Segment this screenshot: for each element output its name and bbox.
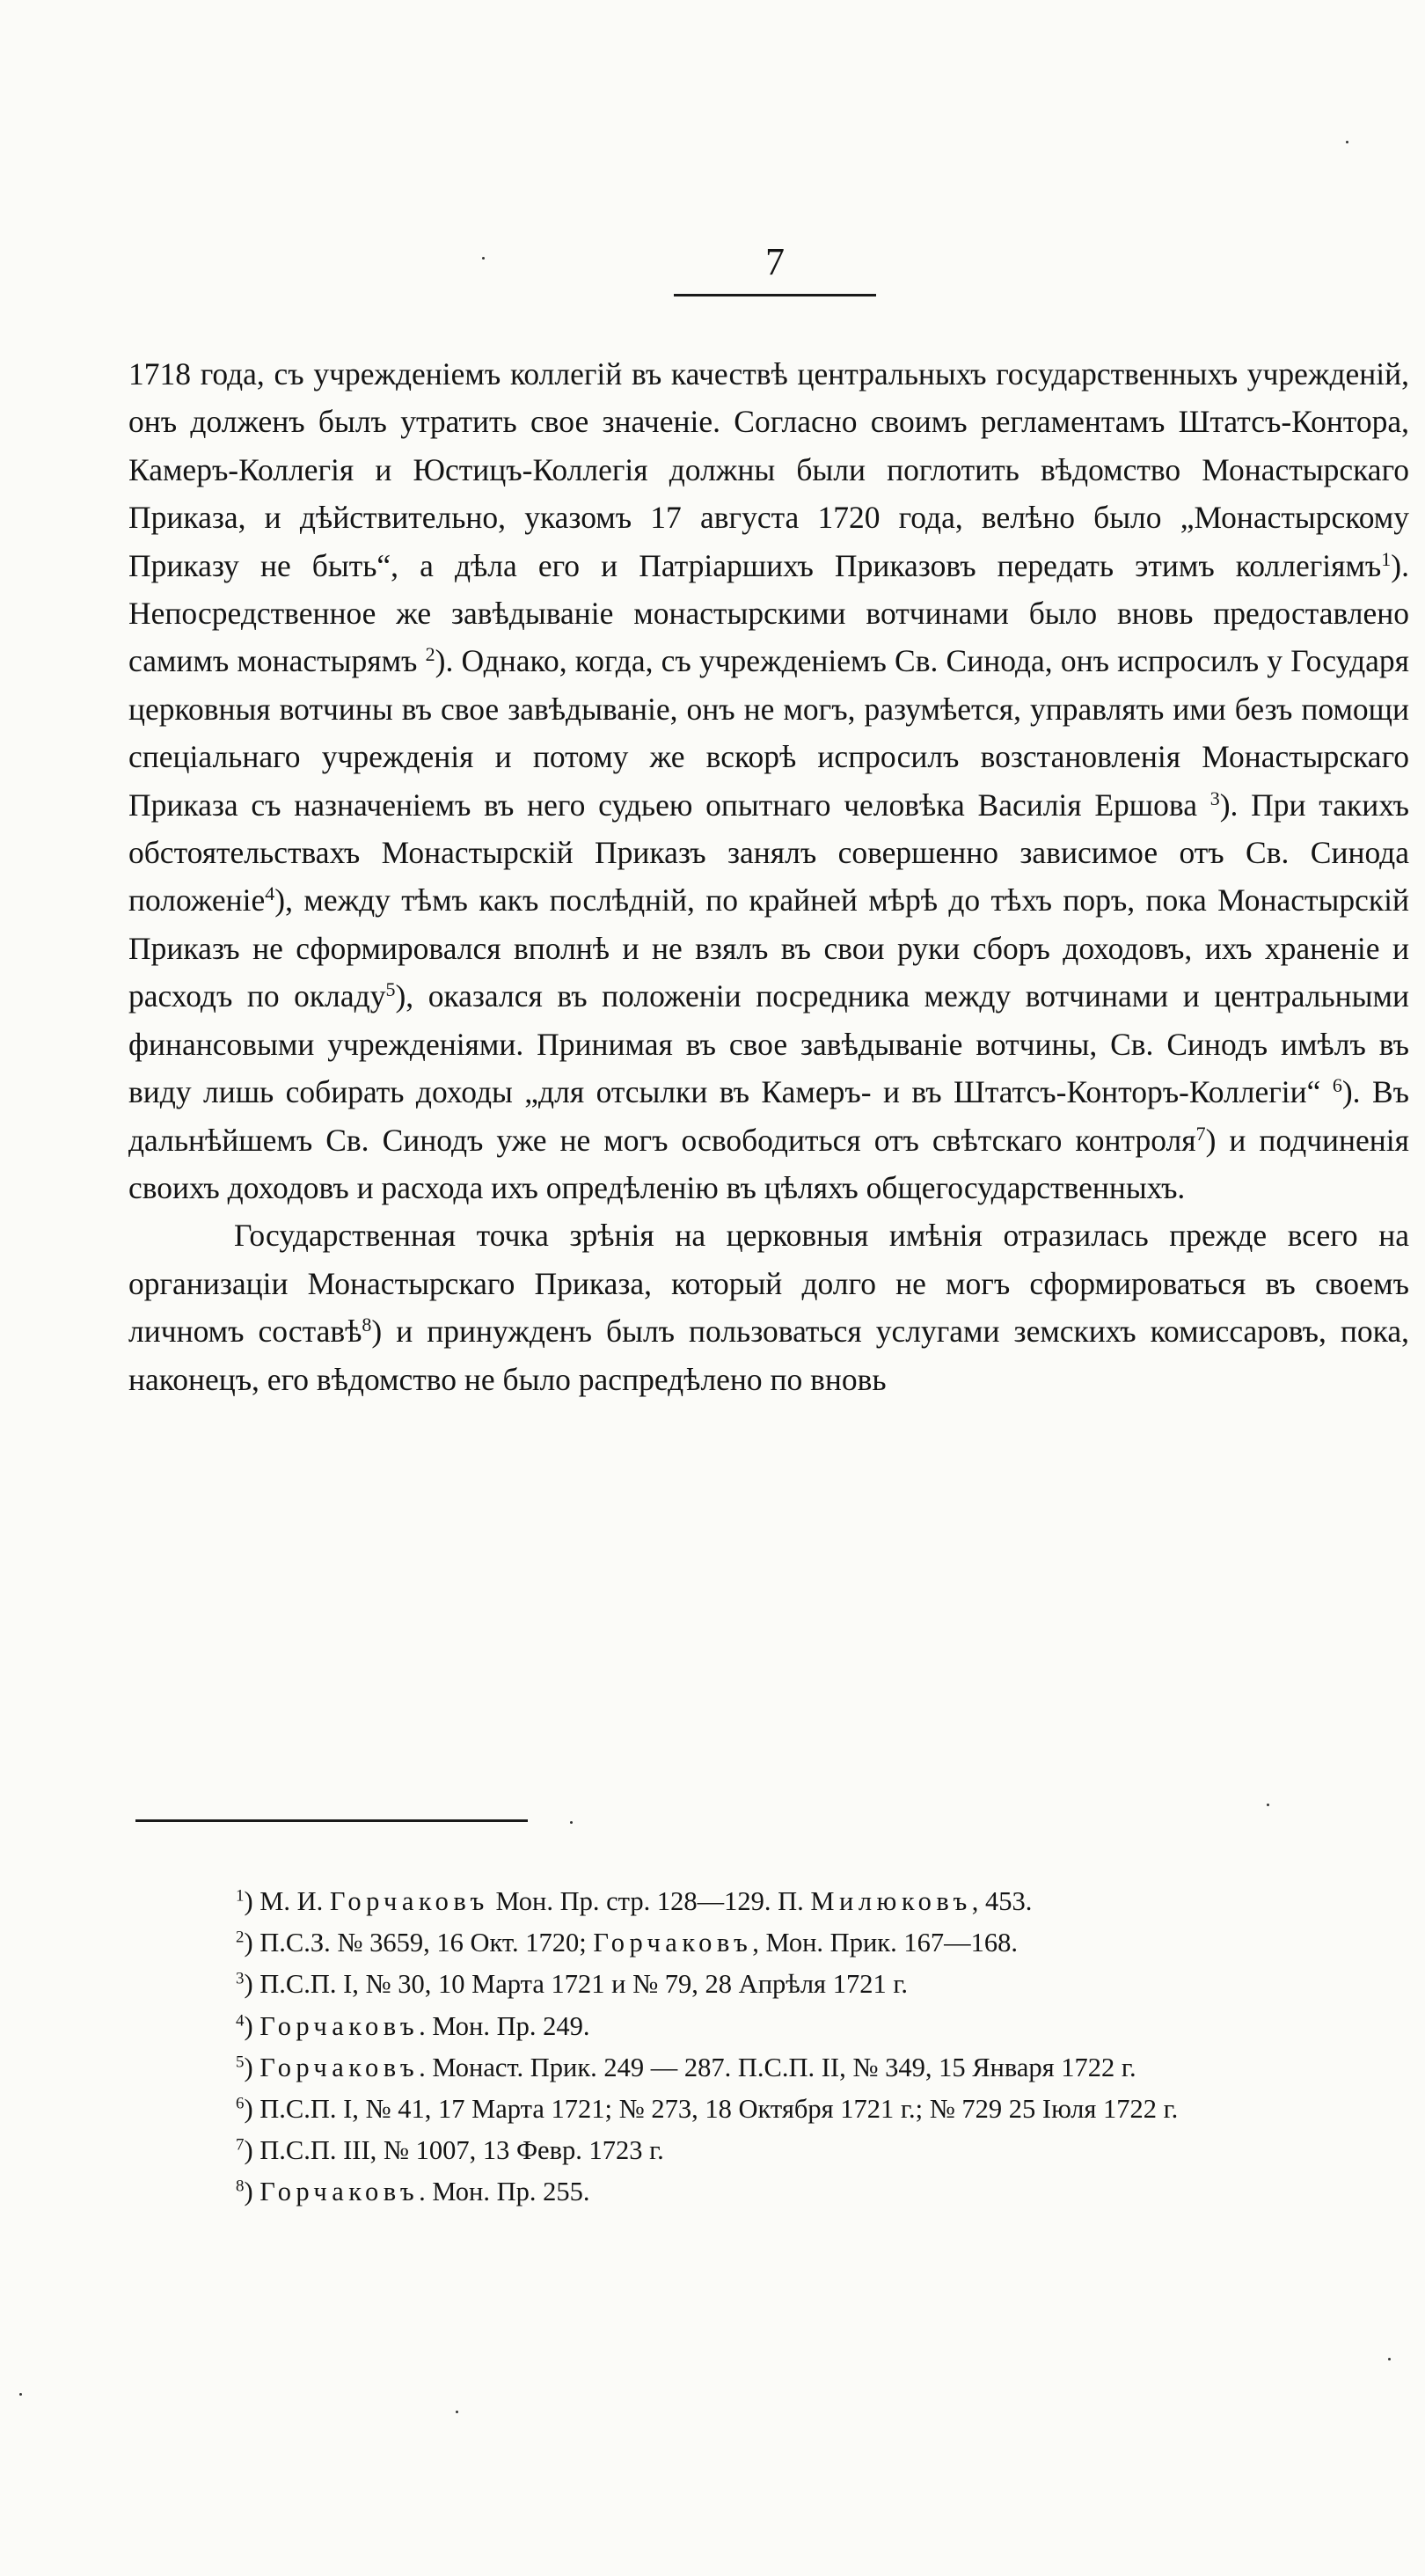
author-name: Горчаковъ	[259, 2177, 420, 2207]
footnote-marker: 6	[1332, 1074, 1342, 1096]
author-name: Горчаковъ	[259, 2010, 420, 2041]
print-speck	[1346, 141, 1348, 143]
footnote-marker: 7	[236, 2135, 245, 2155]
footnote-marker: 2	[236, 1928, 245, 1947]
print-speck	[456, 2411, 458, 2413]
author-name: Горчаковъ	[259, 2052, 420, 2082]
print-speck	[570, 1821, 573, 1824]
footnote-marker: 3	[236, 1970, 245, 1989]
footnote	[130, 2171, 1411, 2213]
text-run: )	[244, 2052, 260, 2082]
text-run: . Мон. Пр. 255.	[419, 2177, 590, 2207]
text-run: )	[244, 2177, 260, 2207]
author-name: Милюковъ	[810, 1886, 972, 1916]
page-number: 7	[765, 240, 785, 283]
author-name: Горчаковъ	[593, 1928, 753, 1958]
footnotes	[130, 1881, 1411, 2214]
paragraph	[128, 350, 1409, 1211]
text-run: . Монаст. Прик. 249 — 287. П.С.П. II, № 349, 15 Января 1722 г.	[419, 2052, 1136, 2082]
footnote-marker: 1	[236, 1886, 245, 1906]
footnote-marker: 5	[236, 2053, 245, 2072]
text-run: ) П.С.П. III, № 1007, 13 Февр. 1723 г.	[244, 2135, 664, 2166]
print-speck	[1388, 2358, 1391, 2360]
footnote	[130, 1922, 1411, 1964]
footnote-marker: 2	[425, 643, 435, 666]
paragraph	[128, 1211, 1409, 1403]
text-run: ) П.С.П. I, № 30, 10 Марта 1721 и № 79, 28 Апрѣля 1721 г.	[244, 1969, 909, 2000]
footnote	[130, 2130, 1411, 2171]
footnote-marker: 8	[362, 1314, 372, 1336]
footnote-marker: 5	[385, 978, 396, 1001]
text-run: 1718 года, съ учрежденіемъ коллегій въ качествѣ центральныхъ государственныхъ учрежденій, онъ долженъ былъ утратить свое значеніе. Согласно своимъ регламентамъ Штатсъ-Контора, Камеръ-Коллегія и Юстицъ-Коллегія должны были поглотить вѣдомство Монастырскаго Приказа, и дѣйствительно, указомъ 17 августа 1720 года, велѣно было „Монастырскому Приказу не быть“, а дѣла его и Патріаршихъ Приказовъ передать этимъ коллегіямъ	[128, 356, 1409, 583]
footnote-marker: 4	[265, 882, 275, 905]
footnote	[130, 1964, 1411, 2005]
text-run: . Мон. Пр. 249.	[419, 2010, 590, 2041]
text-run: )	[244, 2010, 260, 2041]
text-run: Мон. Пр. стр. 128—129. П.	[488, 1886, 811, 1916]
footnote-rule	[135, 1819, 528, 1822]
text-run: ). Въ дальнѣйшемъ Св. Синодъ уже не могъ освободиться отъ свѣтскаго контроля	[128, 1074, 1409, 1158]
text-run: ) П.С.П. I, № 41, 17 Марта 1721; № 273, 18 Октября 1721 г.; № 729 25 Іюля 1722 г.	[244, 2094, 1179, 2125]
text-run: ). При такихъ обстоятельствахъ Монастырскій Приказъ занялъ совершенно зависимое отъ Св. Синода положеніе	[128, 787, 1409, 918]
text-run: ). Однако, когда, съ учрежденіемъ Св. Синода, онъ испросилъ у Государя церковныя вотчины въ свое завѣдываніе, онъ не могъ, разумѣется, управлять ими безъ помощи спеціальнаго учрежденія и потому же вскорѣ испросилъ возстановленія Монастырскаго Приказа съ назначеніемъ въ него судьею опытнаго человѣка Василія Ершова	[128, 643, 1409, 823]
print-speck	[1267, 1804, 1269, 1806]
footnote	[130, 1881, 1411, 1922]
footnote	[130, 2047, 1411, 2089]
text-run: ) и подчиненія своихъ доходовъ и расхода ихъ опредѣленію въ цѣляхъ общегосударственныхъ.	[128, 1122, 1410, 1205]
footnote	[130, 2089, 1411, 2130]
text-run: ), между тѣмъ какъ послѣдній, по крайней мѣрѣ до тѣхъ поръ, пока Монастырскій Приказъ не сформировался вполнѣ и не взялъ въ свои руки сборъ доходовъ, ихъ храненіе и расходъ по окладу	[128, 882, 1409, 1014]
text-run: , 453.	[971, 1886, 1033, 1916]
body-text	[128, 350, 1409, 1403]
footnote-marker: 8	[236, 2177, 245, 2197]
header-rule	[674, 294, 876, 296]
text-run: ). Непосредственное же завѣдываніе монастырскими вотчинами было вновь предоставлено самимъ монастырямъ	[128, 547, 1409, 679]
print-speck	[482, 257, 485, 260]
author-name: Горчаковъ	[329, 1886, 489, 1916]
footnote-marker: 7	[1195, 1122, 1206, 1145]
footnote-marker: 6	[236, 2094, 245, 2113]
text-run: Государственная точка зрѣнія на церковныя имѣнія отразилась прежде всего на организаціи Монастырскаго Приказа, который долго не могъ сформироваться въ своемъ личномъ составѣ	[128, 1218, 1409, 1350]
footnote-marker: 4	[236, 2011, 245, 2031]
print-speck	[19, 2393, 22, 2396]
text-run: ) М. И.	[244, 1886, 330, 1916]
text-run: ), оказался въ положеніи посредника между вотчинами и центральными финансовыми учрежденіями. Принимая въ свое завѣдываніе вотчины, Св. Синодъ имѣлъ въ виду лишь собирать доходы „для отсылки въ Камеръ- и въ Штатсъ-Конторъ-Коллегіи“	[128, 978, 1409, 1110]
footnote-marker: 3	[1209, 787, 1220, 809]
text-run: ) и принужденъ былъ пользоваться услугами земскихъ комиссаровъ, пока, наконецъ, его вѣдомство не было распредѣлено по вновь	[128, 1314, 1409, 1397]
footnote-marker: 1	[1381, 547, 1392, 570]
footnote	[130, 2006, 1411, 2047]
text-run: , Мон. Прик. 167—168.	[752, 1928, 1018, 1958]
text-run: ) П.С.З. № 3659, 16 Окт. 1720;	[244, 1928, 594, 1958]
